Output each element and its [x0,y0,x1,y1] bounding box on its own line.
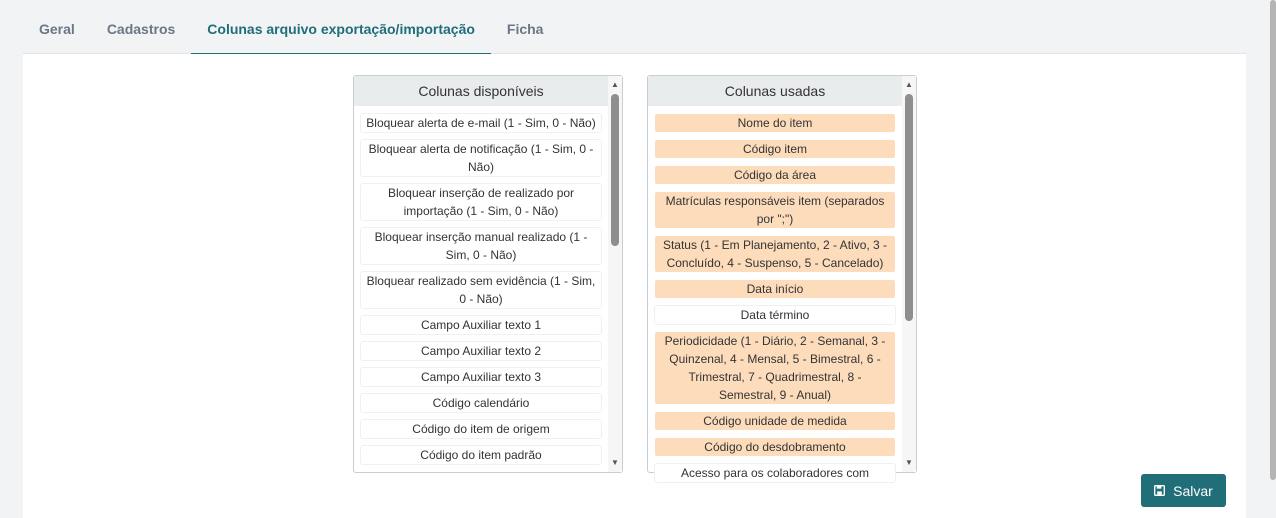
used-columns-list[interactable] [648,106,902,480]
scroll-thumb[interactable] [611,94,619,246]
used-column-item[interactable]: Status (1 - Em Planejamento, 2 - Ativo, 3 - Concluído, 4 - Suspenso, 5 - Cancelado) [655,236,895,272]
scroll-up-icon[interactable]: ▲ [611,80,619,89]
scroll-up-icon[interactable]: ▲ [905,80,913,89]
available-column-item[interactable]: Campo Auxiliar texto 1 [361,316,601,334]
available-column-item[interactable]: Código do item de origem [361,420,601,438]
used-column-item[interactable]: Código do desdobramento [655,438,895,456]
used-column-item[interactable]: Matrículas responsáveis item (separados por ";") [655,192,895,228]
tab-ficha[interactable]: Ficha [506,21,544,37]
scroll-thumb[interactable] [905,94,913,321]
save-button-label: Salvar [1173,482,1213,499]
available-column-item[interactable]: Código calendário [361,394,601,412]
tab-bar [23,10,1246,54]
save-button[interactable] [1141,474,1226,507]
used-column-item[interactable]: Código unidade de medida [655,412,895,430]
used-columns-scrollbar[interactable] [902,76,916,472]
available-column-item[interactable]: Código do item padrão [361,446,601,464]
page-scrollbar[interactable] [1270,0,1276,480]
available-column-item[interactable]: Bloquear realizado sem evidência (1 - Sim, 0 - Não) [361,272,601,308]
available-column-item[interactable]: Bloquear inserção manual realizado (1 - Sim, 0 - Não) [361,228,601,264]
available-column-item[interactable]: Campo Auxiliar texto 3 [361,368,601,386]
used-column-item[interactable]: Código item [655,140,895,158]
used-column-item[interactable]: Periodicidade (1 - Diário, 2 - Semanal, 3 - Quinzenal, 4 - Mensal, 5 - Bimestral, 6 - Trimestral, 7 - Quadrimestral, 8 - Semestral, 9 - Anual) [655,332,895,404]
used-column-item[interactable]: Data início [655,280,895,298]
used-column-item[interactable]: Acesso para os colaboradores com [655,464,895,482]
available-column-item[interactable]: Campo Auxiliar texto 2 [361,342,601,360]
tab-content [23,54,1246,518]
available-column-item[interactable]: Bloquear inserção de realizado por importação (1 - Sim, 0 - Não) [361,184,601,220]
available-columns-title: Colunas disponíveis [354,76,608,106]
tab-cadastros[interactable]: Cadastros [106,21,176,37]
available-columns-scrollbar[interactable] [608,76,622,472]
available-column-item[interactable]: Bloquear alerta de e-mail (1 - Sim, 0 - Não) [361,114,601,132]
used-column-item[interactable]: Código da área [655,166,895,184]
scroll-down-icon[interactable]: ▼ [611,458,619,467]
tab-colunas-arquivo[interactable]: Colunas arquivo exportação/importação [191,10,491,54]
available-column-item[interactable]: Bloquear alerta de notificação (1 - Sim, 0 - Não) [361,140,601,176]
used-column-item[interactable]: Data término [655,306,895,324]
used-columns-panel [647,75,917,480]
scroll-down-icon[interactable]: ▼ [905,458,913,467]
tab-geral[interactable]: Geral [39,21,75,37]
available-columns-panel [353,75,623,473]
used-column-item[interactable]: Nome do item [655,114,895,132]
used-columns-title: Colunas usadas [648,76,902,106]
available-columns-list[interactable] [354,106,608,472]
floppy-disk-icon [1154,485,1165,496]
